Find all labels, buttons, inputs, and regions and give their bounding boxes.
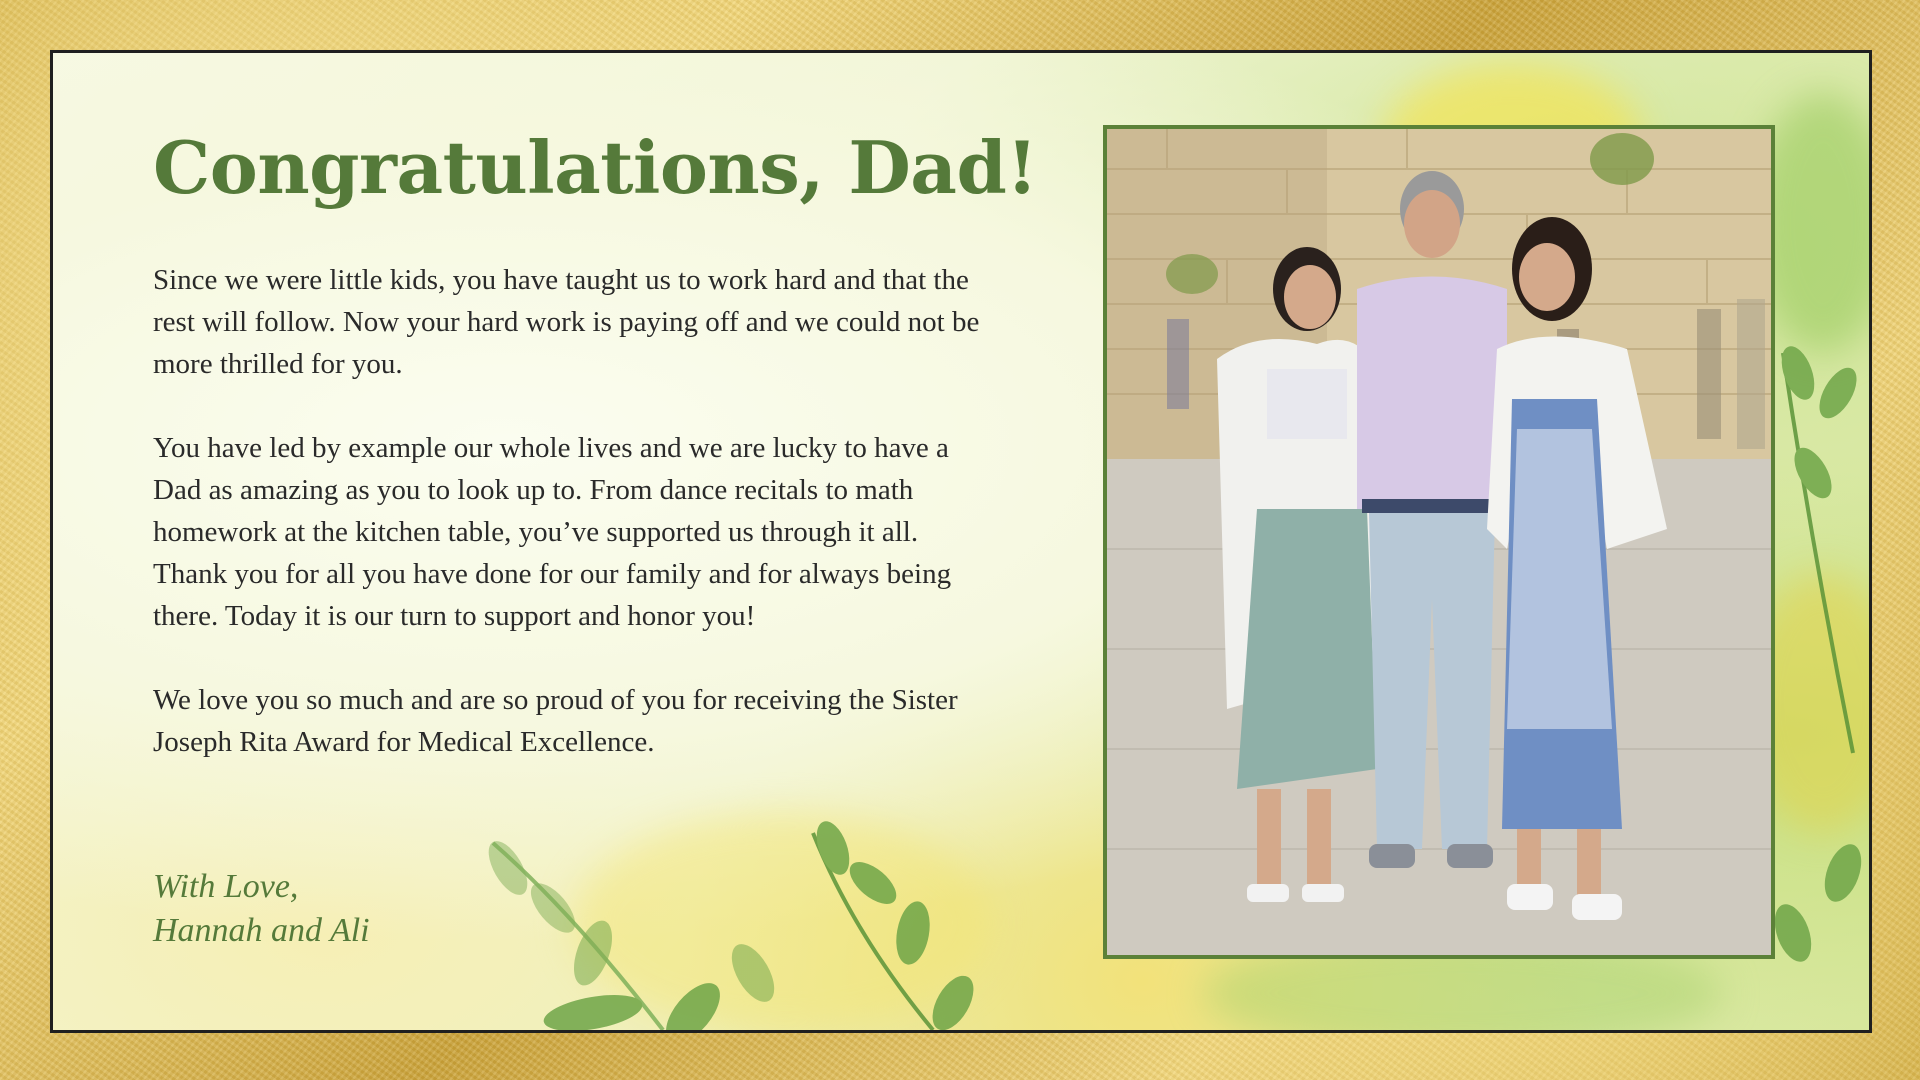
signoff — [153, 865, 370, 953]
message-body — [153, 259, 993, 805]
signoff-line-2: Hannah and Ali — [153, 912, 370, 949]
signoff-line-1: With Love, — [153, 868, 299, 905]
message-paragraph-3: We love you so much and are so proud of you for receiving the Sister Joseph Rita Award for Medical Excellence. — [153, 684, 958, 758]
greeting-card — [50, 50, 1872, 1033]
watercolor-wash-bottom-left — [573, 813, 993, 1033]
message-paragraph-1: Since we were little kids, you have taught us to work hard and that the rest will follow. Now your hard work is paying off and we could not be more thrilled for you. — [153, 264, 980, 380]
card-title: Congratulations, Dad! — [153, 125, 1038, 210]
family-photo — [1103, 125, 1775, 959]
photo-image — [1107, 129, 1771, 955]
message-paragraph-2: You have led by example our whole lives and we are lucky to have a Dad as amazing as you to look up to. From dance recitals to math homework at the kitchen table, you’ve supported us through it all. Thank you for all you have done for our family and for always being there. Today it is our turn to support and honor you! — [153, 432, 952, 632]
